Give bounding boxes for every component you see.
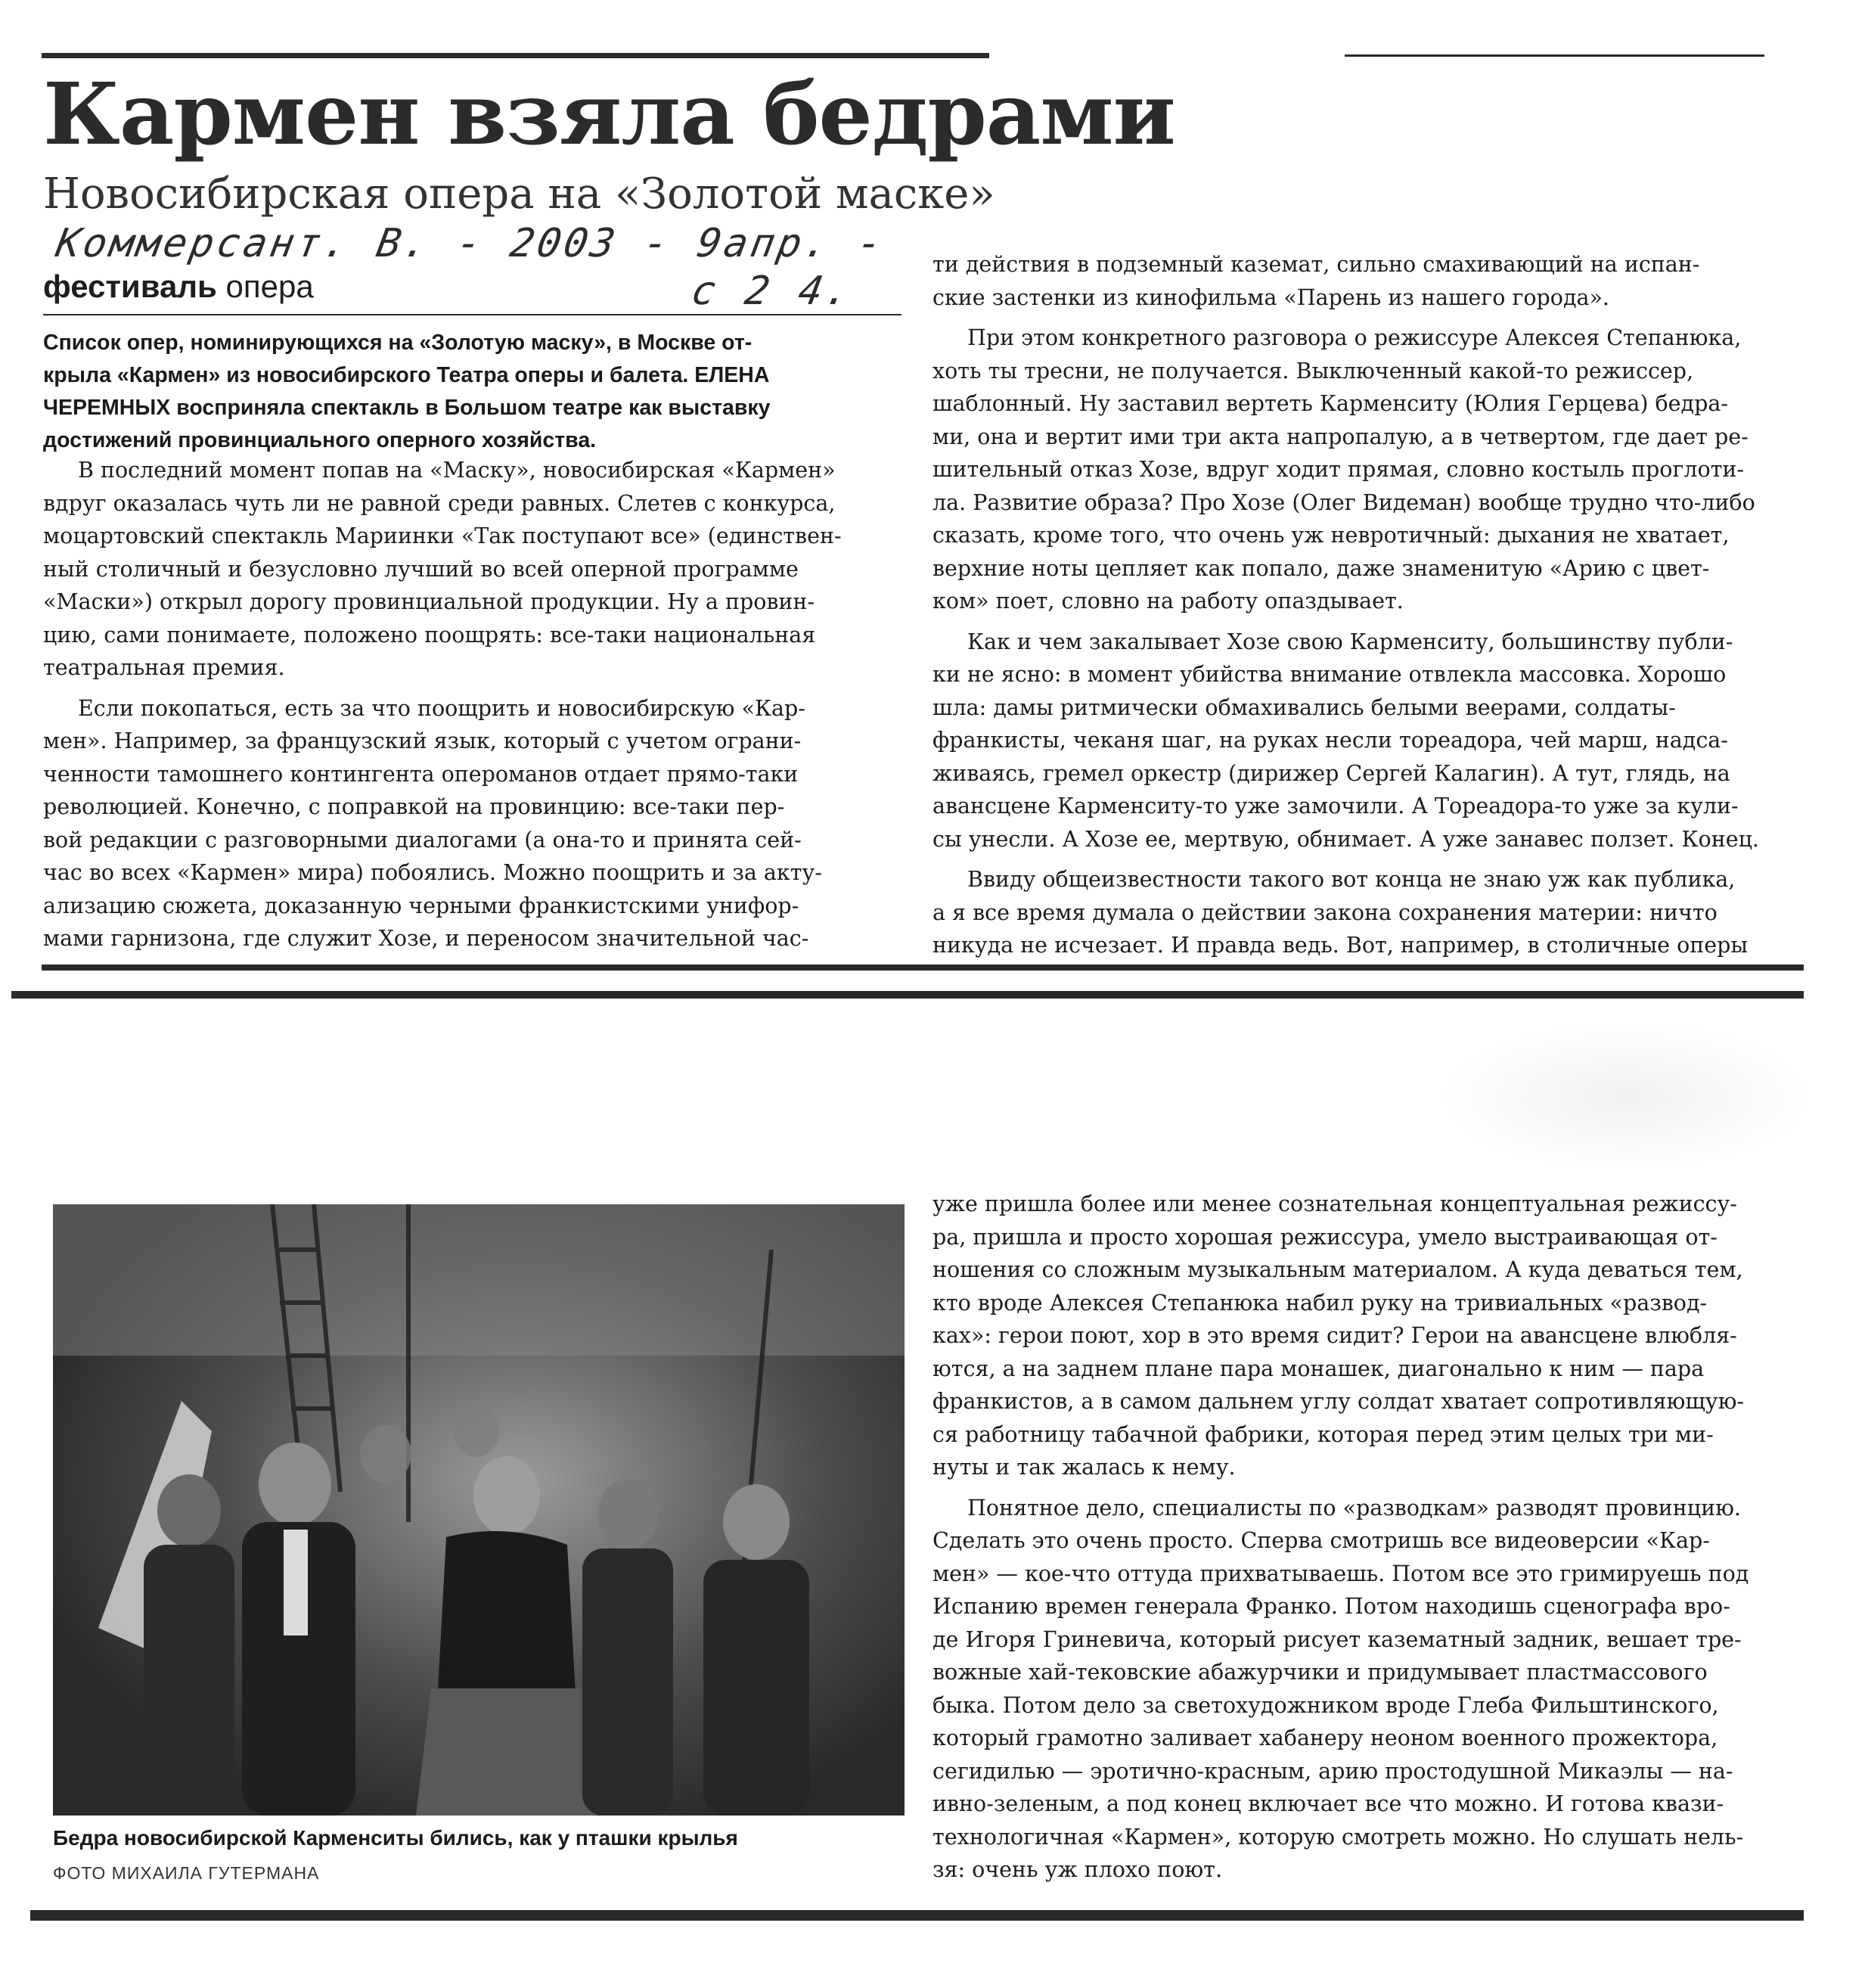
body-column-2 bbox=[932, 248, 1795, 962]
text-line: ются, а на заднем плане пара монашек, диагонально к ним — пара bbox=[932, 1356, 1705, 1381]
body-column-1 bbox=[43, 454, 905, 955]
handwritten-note-line1: Коммерсант. В. - 2003 - 9апр. - bbox=[52, 221, 889, 266]
text-line: В последний момент попав на «Маску», новосибирская «Кармен» bbox=[78, 458, 836, 483]
rubric-normal: опера bbox=[225, 269, 314, 304]
text-line: верхние ноты цепляет как попало, даже знаменитую «Арию с цвет- bbox=[932, 555, 1710, 581]
text-line: мами гарнизона, где служит Хозе, и переносом значительной час- bbox=[43, 926, 809, 951]
text-line: ся работницу табачной фабрики, которая перед этим целых три ми- bbox=[932, 1421, 1714, 1447]
text-line: шительный отказ Хозе, вдруг ходит прямая, словно костыль проглоти- bbox=[932, 457, 1744, 482]
rubric bbox=[43, 266, 890, 307]
text-line: франкистов, а в самом дальнем углу солдат хватает сопротивляющую- bbox=[932, 1389, 1745, 1414]
text-line: уже пришла более или менее сознательная концептуальная режиссу- bbox=[932, 1191, 1737, 1216]
text-line: ивно-зеленым, а под конец включает все что можно. И готова квази- bbox=[932, 1791, 1724, 1816]
text-line: революцией. Конечно, с поправкой на провинцию: все-таки пер- bbox=[43, 794, 785, 819]
rubric-bold: фестиваль bbox=[43, 269, 217, 304]
scan-noise bbox=[1437, 1021, 1815, 1173]
bottom-rule bbox=[30, 1910, 1804, 1921]
section-rule-1 bbox=[42, 964, 1804, 971]
text-line: авансцене Карменситу-то уже замочили. А Тореадора-то уже за кули- bbox=[932, 794, 1739, 818]
text-line: Понятное дело, специалисты по «разводкам» разводят провинцию. bbox=[967, 1495, 1741, 1521]
text-line: ла. Развитие образа? Про Хозе (Олег Видеман) вообще трудно что-либо bbox=[932, 489, 1755, 515]
text-line: ти действия в подземный каземат, сильно смахивающий на испан- bbox=[932, 252, 1700, 277]
section-rule-2 bbox=[11, 991, 1804, 999]
text-line: ские застенки из кинофильма «Парень из нашего города». bbox=[932, 284, 1609, 310]
text-line: Если покопаться, есть за что поощрить и новосибирскую «Кар- bbox=[78, 695, 805, 721]
top-rule-right bbox=[1345, 54, 1764, 57]
lead-line: достижений провинциального оперного хозяйства. bbox=[43, 428, 597, 452]
text-line: ра, пришла и просто хорошая режиссура, умело выстраивающая от- bbox=[932, 1224, 1718, 1250]
text-line: сегидилью — эротично-красным, арию простодушной Микаэлы — на- bbox=[932, 1758, 1733, 1784]
text-line: ми, она и вертит ими три акта напропалую, а в четвертом, где дает ре- bbox=[932, 424, 1749, 449]
text-line: час во всех «Кармен» мира) побоялись. Можно поощрить и за акту- bbox=[43, 860, 822, 885]
headline: Кармен взяла бедрами bbox=[43, 65, 1175, 164]
text-line: вожные хай-тековские абажурчики и придумывает пластмассового bbox=[932, 1660, 1708, 1685]
photo-caption: Бедра новосибирской Карменситы бились, как у пташки крылья bbox=[53, 1826, 738, 1850]
text-line: моцартовский спектакль Мариинки «Так поступают все» (единствен- bbox=[43, 523, 842, 548]
text-line: живаясь, гремел оркестр (дирижер Сергей Калагин). А тут, глядь, на bbox=[932, 760, 1730, 786]
text-line: ки не ясно: в момент убийства внимание отвлекла массовка. Хорошо bbox=[932, 662, 1727, 687]
stage-photo-image bbox=[53, 1204, 905, 1816]
lead-line: ЧЕРЕМНЫХ восприняла спектакль в Большом театре как выставку bbox=[43, 396, 771, 420]
text-line: сы унесли. А Хозе ее, мертвую, обнимает. А уже занавес ползет. Конец. bbox=[932, 826, 1759, 852]
text-line: кто вроде Алексея Степанюка набил руку на тривиальных «развод- bbox=[932, 1290, 1708, 1315]
text-line: никуда не исчезает. И правда ведь. Вот, например, в столичные оперы bbox=[932, 933, 1749, 958]
handwritten-note-line2: с 2 4. bbox=[687, 269, 857, 314]
text-line: технологичная «Кармен», которую смотреть можно. Но слушать нель- bbox=[932, 1824, 1744, 1850]
text-line: Как и чем закалывает Хозе свою Карменситу, большинству публи- bbox=[967, 629, 1733, 654]
text-line: вой редакции с разговорными диалогами (а она-то и принята сей- bbox=[43, 827, 802, 853]
text-line: который грамотно заливает хабанеру неоном военного прожектора, bbox=[932, 1726, 1718, 1750]
text-line: Ввиду общеизвестности такого вот конца не знаю уж как публика, bbox=[967, 867, 1736, 892]
text-line: театральная премия. bbox=[43, 655, 285, 680]
text-line: Испанию времен генерала Франко. Потом находишь сценографа вро- bbox=[932, 1594, 1730, 1619]
text-line: шла: дамы ритмически обмахивались белыми веерами, солдаты- bbox=[932, 694, 1676, 720]
text-line: ношения со сложным музыкальным материалом. А куда деваться тем, bbox=[932, 1257, 1743, 1282]
stage-photo bbox=[53, 1204, 905, 1816]
lead-line: крыла «Кармен» из новосибирского Театра оперы и балета. ЕЛЕНА bbox=[43, 363, 770, 387]
text-line: ализацию сюжета, доказанную черными франкистскими унифор- bbox=[43, 893, 799, 918]
text-line: шаблонный. Ну заставил вертеть Карменситу (Юлия Герцева) бедра- bbox=[932, 391, 1728, 416]
text-line: ный столичный и безусловно лучший во всей оперной программе bbox=[43, 556, 799, 582]
rubric-rule bbox=[43, 314, 901, 315]
top-rule-left bbox=[42, 53, 989, 58]
text-line: сказать, кроме того, что очень уж невротичный: дыхания не хватает, bbox=[932, 523, 1730, 548]
lead-line: Список опер, номинирующихся на «Золотую маску», в Москве от- bbox=[43, 331, 753, 355]
text-line: быка. Потом дело за светохудожником вроде Глеба Фильштинского, bbox=[932, 1692, 1719, 1718]
text-line: мен» — кое-что оттуда прихватываешь. Потом все это гримируешь под bbox=[932, 1561, 1749, 1586]
text-line: хоть ты тресни, не получается. Выключенный какой-то режиссер, bbox=[932, 358, 1694, 384]
subheadline: Новосибирская опера на «Золотой маске» bbox=[43, 169, 995, 219]
body-column-3 bbox=[932, 1188, 1795, 1887]
text-line: франкисты, чеканя шаг, на руках несли тореадора, чей марш, надса- bbox=[932, 728, 1728, 753]
text-line: ком» поет, словно на работу опаздывает. bbox=[932, 589, 1404, 613]
lead-paragraph bbox=[43, 327, 901, 457]
text-line: вдруг оказалась чуть ли не равной среди равных. Слетев с конкурса, bbox=[43, 490, 836, 516]
photo-credit: ФОТО МИХАИЛА ГУТЕРМАНА bbox=[53, 1863, 320, 1883]
text-line: «Маски») открыл дорогу провинциальной продукции. Ну а провин- bbox=[43, 589, 815, 614]
text-line: нуты и так жалась к нему. bbox=[932, 1455, 1236, 1480]
text-line: ках»: герои поют, хор в это время сидит? Герои на авансцене влюбля- bbox=[932, 1323, 1737, 1348]
text-line: цию, сами понимаете, положено поощрять: все-таки национальная bbox=[43, 622, 816, 648]
text-line: де Игоря Гриневича, который рисует казематный задник, вешает тре- bbox=[932, 1626, 1742, 1652]
text-line: При этом конкретного разговора о режиссуре Алексея Степанюка, bbox=[967, 325, 1742, 350]
text-line: ченности тамошнего контингента опероманов отдает прямо-таки bbox=[43, 761, 799, 787]
text-line: зя: очень уж плохо поют. bbox=[932, 1857, 1223, 1882]
text-line: Сделать это очень просто. Сперва смотришь все видеоверсии «Кар- bbox=[932, 1528, 1710, 1553]
text-line: мен». Например, за французский язык, который с учетом ограни- bbox=[43, 728, 802, 753]
text-line: а я все время думала о действии закона сохранения материи: ничто bbox=[932, 899, 1718, 925]
